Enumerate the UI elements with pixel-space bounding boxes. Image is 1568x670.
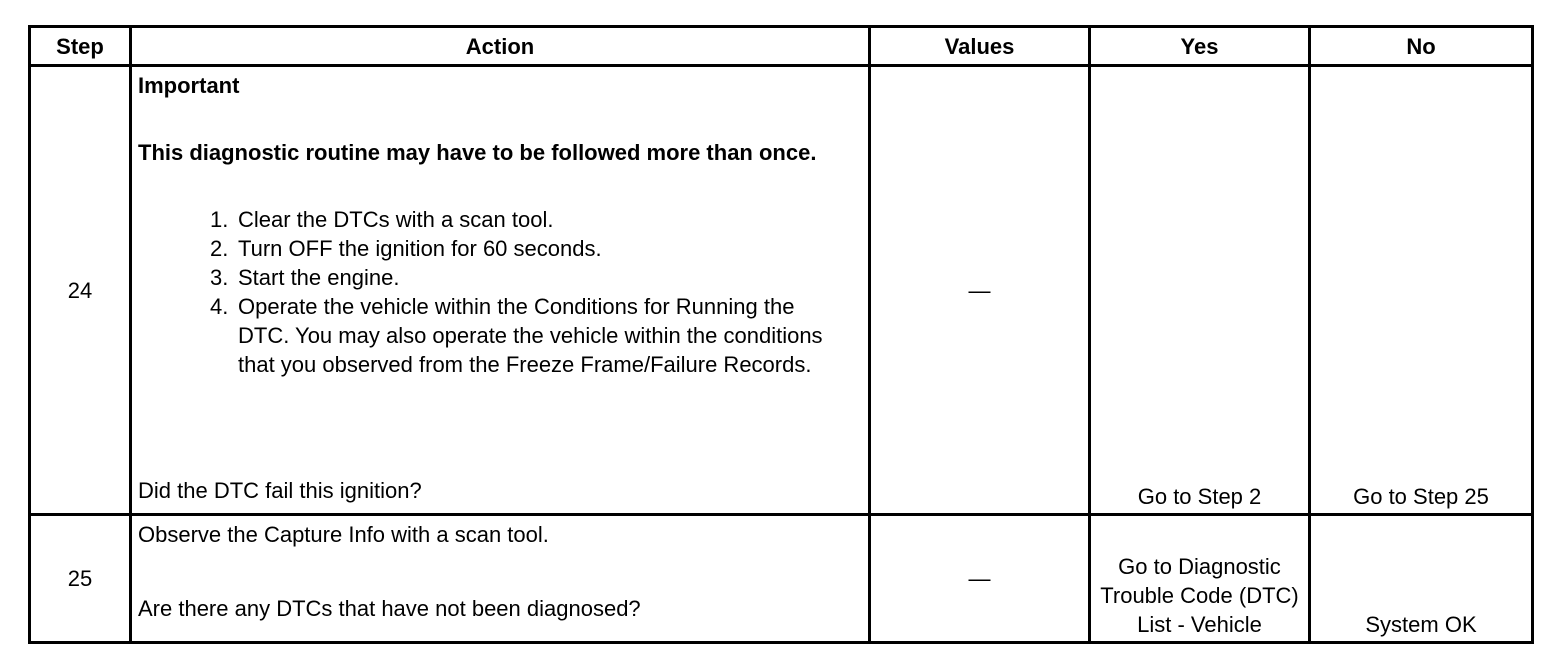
- action-cell: [131, 515, 870, 643]
- list-item-number: 1.: [210, 207, 229, 232]
- procedure-list: [138, 205, 838, 379]
- important-label: Important: [138, 73, 240, 98]
- values-cell: —: [870, 66, 1090, 515]
- list-item-number: 4.: [210, 294, 229, 319]
- list-item: [138, 234, 838, 263]
- decision-question: Did the DTC fail this ignition?: [138, 478, 422, 503]
- step-number: 24: [30, 66, 131, 515]
- action-cell: [131, 66, 870, 515]
- list-item: [138, 205, 838, 234]
- header-yes: Yes: [1090, 27, 1310, 66]
- diagnostic-table: [28, 25, 1534, 644]
- instruction-text: Observe the Capture Info with a scan tool.: [138, 522, 549, 547]
- no-outcome: System OK: [1310, 515, 1533, 643]
- table-row: [30, 66, 1533, 515]
- header-values: Values: [870, 27, 1090, 66]
- list-item-text: Clear the DTCs with a scan tool.: [238, 207, 554, 232]
- values-cell: —: [870, 515, 1090, 643]
- list-item-text: Turn OFF the ignition for 60 seconds.: [238, 236, 602, 261]
- list-item-number: 3.: [210, 265, 229, 290]
- step-number: 25: [30, 515, 131, 643]
- yes-outcome: Go to Diagnostic Trouble Code (DTC) List - Vehicle: [1090, 515, 1310, 643]
- list-item-text: Start the engine.: [238, 265, 400, 290]
- header-no: No: [1310, 27, 1533, 66]
- no-outcome: Go to Step 25: [1310, 66, 1533, 515]
- header-action: Action: [131, 27, 870, 66]
- table-row: [30, 515, 1533, 643]
- list-item-text: Operate the vehicle within the Conditions for Running the DTC. You may also operate the vehicle within the conditions that you observed from the Freeze Frame/Failure Records.: [238, 294, 823, 377]
- header-step: Step: [30, 27, 131, 66]
- list-item: [138, 292, 838, 379]
- important-note: This diagnostic routine may have to be followed more than once.: [138, 140, 817, 165]
- decision-question: Are there any DTCs that have not been diagnosed?: [138, 596, 641, 621]
- list-item: [138, 263, 838, 292]
- header-row: [30, 27, 1533, 66]
- list-item-number: 2.: [210, 236, 229, 261]
- yes-outcome: Go to Step 2: [1090, 66, 1310, 515]
